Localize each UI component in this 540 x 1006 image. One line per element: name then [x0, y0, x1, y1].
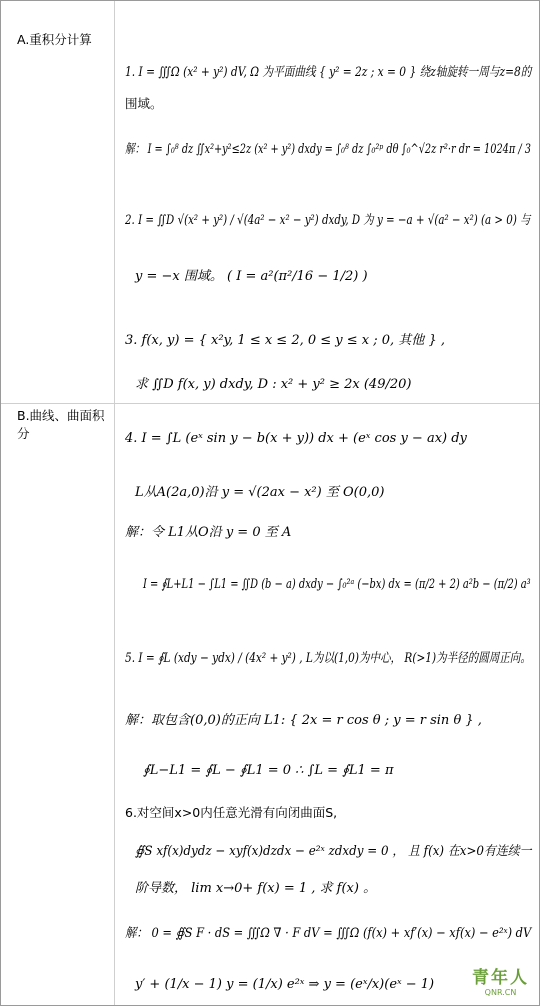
watermark-text: 青年人: [472, 968, 529, 988]
problem-2-statement-cont: y = −x 围域。 ( I = a²(π²/16 − 1/2) ): [135, 269, 368, 284]
problem-6-statement: 6.对空间x>0内任意光滑有向闭曲面S,: [125, 805, 338, 820]
problem-6-solution-result: y′ + (1/x − 1) y = (1/x) e²ˣ ⇒ y = (eˣ/x)(eˣ − 1): [135, 977, 435, 992]
problem-1-statement: 1. I = ∭Ω (x² + y²) dV, Ω 为平面曲线 { y² = 2z ; x = 0 } 绕z轴旋转一周与z=8的: [125, 65, 532, 80]
problem-4-path: L从A(2a,0)沿 y = √(2ax − x²) 至 O(0,0): [135, 485, 385, 500]
watermark-logo: [472, 963, 529, 997]
row-divider: [1, 403, 539, 404]
problem-6-condition: ∯S xf(x)dydz − xyf(x)dzdx − e²ˣ zdxdy = 0 ， 且 f(x) 在x>0有连续一: [135, 844, 532, 859]
problem-2-statement: 2. I = ∬D √(x² + y²) / √(4a² − x² − y²) dxdy, D 为 y = −a + √(a² − x²) (a > 0) 与: [125, 213, 531, 228]
column-divider: [114, 1, 115, 1005]
problem-4-statement: 4. I = ∫L (eˣ sin y − b(x + y)) dx + (eˣ cos y − ax) dy: [125, 431, 467, 446]
problem-3-statement: 3. f(x, y) = { x²y, 1 ≤ x ≤ 2, 0 ≤ y ≤ x ; 0, 其他 } ,: [125, 333, 445, 348]
problem-5-statement: 5. I = ∮L (xdy − ydx) / (4x² + y²) , L为以(1,0)为中心， R(>1)为半径的圆周正向。: [125, 651, 531, 666]
watermark-url: QNR.CN: [484, 988, 517, 997]
problem-6-condition-cont: 阶导数， lim x→0+ f(x) = 1 , 求 f(x) 。: [135, 881, 377, 896]
section-b-heading: B.曲线、曲面积分: [17, 408, 105, 441]
problem-5-solution: 解：取包含(0,0)的正向 L1: { 2x = r cos θ ; y = r sin θ } ,: [125, 713, 482, 728]
problem-5-solution-result: ∮L−L1 = ∮L − ∮L1 = 0 ∴ ∫L = ∮L1 = π: [143, 763, 394, 778]
problem-4-solution-result: I = ∮L+L1 − ∫L1 = ∬D (b − a) dxdy − ∫₀²ᵃ (−bx) dx = (π/2 + 2) a²b − (π/2) a³: [143, 577, 531, 592]
section-a-heading: A.重积分计算: [17, 32, 92, 47]
problem-1-statement-cont: 围域。: [125, 96, 163, 111]
problem-4-solution: 解：令 L1从O沿 y = 0 至 A: [125, 525, 292, 540]
problem-1-solution: 解： I = ∫₀⁸ dz ∬x²+y²≤2z (x² + y²) dxdy = ∫₀⁸ dz ∫₀²ᵖ dθ ∫₀^√2z r²·r dr = 1024π / 3: [125, 142, 531, 157]
problem-3-statement-cont: 求 ∬D f(x, y) dxdy, D : x² + y² ≥ 2x (49/20): [135, 377, 412, 392]
problem-6-solution: 解： 0 = ∯S F · dS = ∭Ω ∇ · F dV = ∭Ω (f(x) + xf′(x) − xf(x) − e²ˣ) dV: [125, 926, 532, 941]
